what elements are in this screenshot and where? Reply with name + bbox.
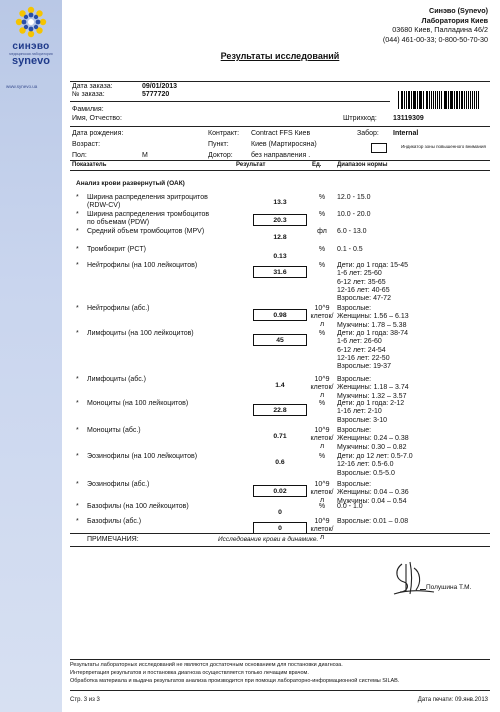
range-line: Взрослые: [337,481,372,488]
divider [70,81,490,82]
order-date: 09/01/2013 [142,83,178,90]
row-reference-range [337,503,363,511]
print-date: Дата печати: 09.янв.2013 [417,697,488,703]
range-line: 12.0 - 15.0 [337,194,371,201]
row-test-name: Ширина распределения эритроцитов (RDW-CV) [87,194,208,209]
row-test-name: Нейтрофилы (абс.) [87,305,150,312]
row-reference-range [337,400,404,425]
range-line: 12-16 лет: 0.5-6.0 [337,461,394,469]
signature-name: Полушина Т.М. [426,584,472,591]
range-line: 10.0 - 20.0 [337,211,371,218]
range-line: 1-6 лет: 26-60 [337,338,382,346]
range-line: 12-16 лет: 22-50 [337,354,390,362]
divider [70,690,490,691]
row-star: * [76,503,79,510]
barcode-bar [459,91,460,109]
range-line: Дети: до 1 года: 15-45 [337,262,409,269]
surname-label: Фамилия: [72,106,104,113]
sidebar-band [0,0,62,712]
row-reference-range [337,262,408,303]
row-test-name: Лимфоциты (абс.) [87,376,147,383]
row-result-value: 0.6 [275,459,285,466]
brand-tagline: медицинская лаборатория [9,52,53,56]
barcode-bar [461,91,463,109]
range-line: Дети: до 1 года: 2-12 [337,400,405,407]
divider [70,546,490,547]
barcode-bar [474,91,475,109]
barcode-bar [476,91,477,109]
barcode-bar [450,91,451,109]
row-result-value: 0.98 [253,309,307,321]
intake-label: Забор: [357,130,379,137]
range-line: Взрослые: 19-37 [337,363,391,371]
footer-line: Обработка материала и выдача результатов анализа производится при помощи лабораторно-информационной системы SILAB. [70,678,400,684]
row-reference-range [337,330,408,371]
barcode-bar [398,91,399,109]
barcode-bar [406,91,407,109]
col-header-range: Диапазон нормы [337,162,388,168]
range-line: Взрослые: [337,376,372,383]
row-reference-range [337,211,370,219]
col-header-test: Показатель [72,162,107,168]
lab-dept: Лаборатория Киев [421,15,488,25]
barcode-bar [414,91,415,109]
row-result-value: 0 [278,509,282,516]
barcode-bar [444,91,445,109]
range-line: Мужчины: 0.30 – 0.82 [337,443,407,451]
barcode-bar [435,91,436,109]
barcode-bar [427,91,428,109]
barcode-bar [456,91,457,109]
row-test-name: Моноциты (на 100 лейкоцитов) [87,400,189,407]
range-line: Взрослые: [337,305,372,312]
row-result-value: 0.02 [253,485,307,497]
lab-name: Синэво (Synevo) [429,6,488,15]
row-star: * [76,194,79,201]
row-test-name: Базофилы (на 100 лейкоцитов) [87,503,189,510]
row-star: * [76,246,79,253]
barcode-bar [451,91,452,109]
range-line: Взрослые: 0.5-5.0 [337,469,395,477]
row-unit: % [318,453,326,460]
order-num-label: № заказа: [72,91,105,98]
sex-label: Пол: [72,152,87,159]
row-unit: % [318,330,326,337]
row-unit: 10^9 клеток/л [310,305,334,328]
name-label: Имя, Отчество: [72,115,122,122]
contract-label: Контракт: [208,130,240,137]
lab-address: 03680 Киев, Палладина 46/2 [392,25,488,34]
row-test-name: Моноциты (абс.) [87,427,141,434]
intake-value: Internal [393,130,419,137]
barcode-bar [404,91,405,109]
row-star: * [76,427,79,434]
range-line: 12-16 лет: 40-65 [337,286,390,294]
attention-indicator-label: Индикатор зоны повышенного внимания [401,144,486,149]
barcode-bar [420,91,421,109]
row-reference-range [337,194,370,202]
row-reference-range [337,427,409,452]
page-title: Результаты исследований [220,51,340,61]
notes-label: ПРИМЕЧАНИЯ: [87,536,139,543]
range-line: Женщины: 0.04 – 0.36 [337,489,409,497]
barcode-bar [472,91,473,109]
row-result-value: 45 [253,334,307,346]
row-result-value: 31.6 [253,266,307,278]
barcode-bar [478,91,479,109]
row-reference-range [337,246,363,254]
row-test-name: Эозинофилы (на 100 лейкоцитов) [87,453,198,460]
range-line: 0.0 - 1.0 [337,503,363,510]
divider [70,533,490,534]
row-unit: % [318,246,326,253]
barcode-bar [468,91,469,109]
footer-disclaimer [70,661,399,685]
row-result-value: 1.4 [275,382,285,389]
range-line: Женщины: 1.56 – 6.13 [337,313,409,321]
barcode-bar [448,91,449,109]
row-test-name: Ширина распределения тромбоцитов по объемам (PDW) [87,211,210,226]
range-line: Дети: до 1 года: 38-74 [337,330,409,337]
barcode-bar [411,91,412,109]
birth-label: Дата рождения: [72,130,124,137]
row-unit: % [318,262,326,269]
row-result-value: 0.71 [273,433,287,440]
row-star: * [76,262,79,269]
order-date-label: Дата заказа: [72,83,113,90]
barcode-bar [419,91,420,109]
row-test-name: Лимфоциты (на 100 лейкоцитов) [87,330,194,337]
barcode-bar [470,91,471,109]
point-value: Киев (Мартиросяна) [251,141,317,148]
signature-image [388,558,436,598]
barcode-bar [454,91,455,109]
row-test-name: Тромбокрит (PCT) [87,246,146,253]
barcode-bar [433,91,434,109]
sex-value: М [142,152,148,159]
row-star: * [76,376,79,383]
row-star: * [76,481,79,488]
range-line: 1-16 лет: 2-10 [337,408,382,416]
row-unit: 10^9 клеток/л [310,481,334,504]
barcode-bar [408,91,410,109]
row-reference-range [337,376,409,401]
divider [70,101,390,102]
row-unit: 10^9 клеток/л [310,376,334,399]
range-line: Мужчины: 0.04 – 0.54 [337,497,407,505]
barcode-bar [423,91,425,109]
row-result-value: 0 [253,522,307,534]
point-label: Пункт: [208,141,229,148]
brand-site: www.synevo.ua [6,84,38,89]
synevo-logo [4,4,58,76]
range-line: 6-12 лет: 35-65 [337,278,386,286]
row-unit: % [318,194,326,201]
flower-logo-icon [13,4,49,40]
barcode-bar [437,91,438,109]
barcode-bar [429,91,430,109]
range-line: Взрослые: 3-10 [337,416,388,424]
row-star: * [76,305,79,312]
barcode-bar [431,91,432,109]
divider [70,126,490,127]
barcode-bar [464,91,465,109]
barcode-bar [441,91,443,109]
row-test-name: Средний объем тромбоцитов (MPV) [87,228,205,235]
page-number: Стр. 3 из 3 [70,697,100,703]
row-result-value: 22.8 [253,404,307,416]
lab-phone: (044) 461-00-33; 0-800-50-70-30 [382,34,488,44]
row-unit: % [318,503,326,510]
section-title: Анализ крови развернутый (ОАК) [76,180,185,187]
range-line: Женщины: 1.18 – 3.74 [337,384,409,392]
barcode-bar [413,91,414,109]
row-star: * [76,518,79,525]
barcode-image [398,91,480,109]
row-star: * [76,400,79,407]
range-line: Женщины: 0.24 – 0.38 [337,435,409,443]
contract-value: Contract FFS Киев [251,130,311,137]
range-line: 1-6 лет: 25-60 [337,270,382,278]
footer-line: Интерпретация результатов и постановка диагноза осуществляется только лечащим врачом. [70,670,309,676]
row-star: * [76,211,79,218]
brand-name-ru: синэво [12,41,50,52]
divider [70,170,490,171]
lab-header [383,6,488,44]
attention-indicator-box [371,143,387,153]
row-reference-range [337,305,409,330]
row-star: * [76,228,79,235]
barcode-bar [445,91,446,109]
barcode-bar [402,91,403,109]
divider [70,659,490,660]
row-test-name: Нейтрофилы (на 100 лейкоцитов) [87,262,198,269]
row-reference-range [337,228,367,236]
range-line: Взрослые: [337,427,372,434]
barcode-bar [417,91,418,109]
barcode-bar [401,91,402,109]
brand-name-en: synevo [12,55,50,67]
barcode-number: 13119309 [393,115,424,122]
doctor-value: без направления . [251,152,311,159]
range-line: Дети: до 12 лет: 0.5-7.0 [337,453,413,460]
row-test-name: Эозинофилы (абс.) [87,481,150,488]
row-unit: фл [317,228,327,235]
row-unit: 10^9 клеток/л [310,518,334,541]
row-star: * [76,453,79,460]
barcode-label: Штрихкод: [343,115,377,122]
range-line: Взрослые: 47-72 [337,295,391,303]
barcode-bar [466,91,467,109]
footer-line: Результаты лабораторных исследований не являются достаточным основанием для постановки диагноза. [70,662,343,668]
divider [70,160,490,161]
range-line: Мужчины: 1.78 – 5.38 [337,321,407,329]
barcode-bar [439,91,440,109]
row-unit: % [318,211,326,218]
range-line: 0.1 - 0.5 [337,246,363,253]
barcode-bar [426,91,427,109]
row-result-value: 20.3 [253,214,307,226]
row-result-value: 12.8 [273,234,287,241]
barcode-bar [457,91,458,109]
range-line: 6-12 лет: 24-54 [337,346,386,354]
col-header-result: Результат [236,162,266,168]
row-reference-range [337,453,413,478]
row-unit: 10^9 клеток/л [310,427,334,450]
age-label: Возраст: [72,141,101,148]
notes-text: Исследование крови в динамике. [218,536,319,543]
col-header-unit: Ед. [312,162,322,168]
row-star: * [76,330,79,337]
order-num: 5777720 [142,91,170,98]
row-test-name: Базофилы (абс.) [87,518,142,525]
range-line: Взрослые: 0.01 – 0.08 [337,518,409,525]
row-result-value: 13.3 [273,199,287,206]
row-unit: % [318,400,326,407]
doctor-label: Доктор: [208,152,233,159]
range-line: 6.0 - 13.0 [337,228,367,235]
range-line: Мужчины: 1.32 – 3.57 [337,392,407,400]
row-reference-range [337,518,408,526]
row-result-value: 0.13 [273,253,287,260]
